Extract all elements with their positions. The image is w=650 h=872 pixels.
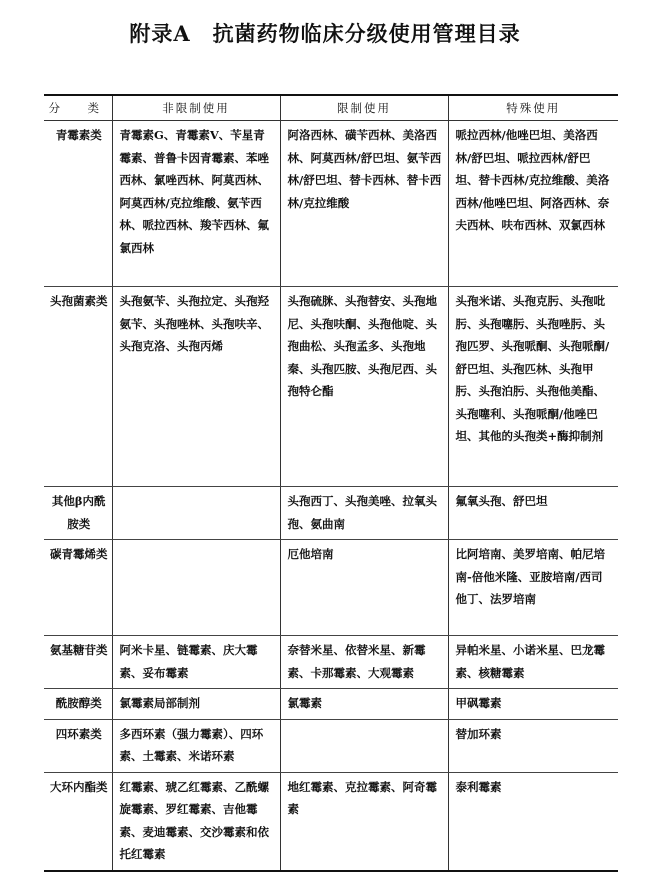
table-row-tetracyclines — [44, 719, 618, 772]
unrestricted-cell — [112, 487, 280, 540]
table-row-amphenicols — [44, 689, 618, 720]
antibiotic-classification-table — [44, 94, 618, 872]
unrestricted-cell: 青霉素G、青霉素V、苄星青霉素、普鲁卡因青霉素、苯唑西林、氯唑西林、阿莫西林、阿莫西林/克拉维酸、氨苄西林、哌拉西林、羧苄西林、氟氯西林 — [112, 121, 280, 287]
special-cell: 泰利霉素 — [448, 772, 618, 871]
header-special: 特殊使用 — [448, 95, 618, 121]
special-cell: 比阿培南、美罗培南、帕尼培南-倍他米隆、亚胺培南/西司他丁、法罗培南 — [448, 540, 618, 636]
special-cell: 甲砜霉素 — [448, 689, 618, 720]
category-cell: 氨基糖苷类 — [44, 636, 112, 689]
category-cell: 四环素类 — [44, 719, 112, 772]
category-cell: 酰胺醇类 — [44, 689, 112, 720]
restricted-cell: 阿洛西林、磺苄西林、美洛西林、阿莫西林/舒巴坦、氨苄西林/舒巴坦、替卡西林、替卡西林/克拉维酸 — [280, 121, 448, 287]
restricted-cell: 头孢西丁、头孢美唑、拉氧头孢、氨曲南 — [280, 487, 448, 540]
restricted-cell: 头孢硫脒、头孢替安、头孢地尼、头孢呋酮、头孢他啶、头孢曲松、头孢孟多、头孢地秦、头孢匹胺、头孢尼西、头孢特仑酯 — [280, 287, 448, 487]
table-row-aminoglycosides — [44, 636, 618, 689]
restricted-cell: 厄他培南 — [280, 540, 448, 636]
category-cell: 大环内酯类 — [44, 772, 112, 871]
table-row-other-beta-lactams — [44, 487, 618, 540]
restricted-cell: 奈替米星、依替米星、新霉素、卡那霉素、大观霉素 — [280, 636, 448, 689]
category-cell: 其他β内酰胺类 — [44, 487, 112, 540]
unrestricted-cell — [112, 540, 280, 636]
table-row-macrolides — [44, 772, 618, 871]
unrestricted-cell: 多西环素（强力霉素）、四环素、土霉素、米诺环素 — [112, 719, 280, 772]
special-cell: 异帕米星、小诺米星、巴龙霉素、核糖霉素 — [448, 636, 618, 689]
table-row-cephalosporins — [44, 287, 618, 487]
special-cell: 头孢米诺、头孢克肟、头孢吡肟、头孢噻肟、头孢唑肟、头孢匹罗、头孢哌酮、头孢哌酮/舒巴坦、头孢匹林、头孢甲肟、头孢泊肟、头孢他美酯、头孢噻利、头孢哌酮/他唑巴坦、其他的头孢类+酶抑制剂 — [448, 287, 618, 487]
unrestricted-cell: 氯霉素局部制剂 — [112, 689, 280, 720]
category-cell: 头孢菌素类 — [44, 287, 112, 487]
table-row-carbapenems — [44, 540, 618, 636]
unrestricted-cell: 阿米卡星、链霉素、庆大霉素、妥布霉素 — [112, 636, 280, 689]
page-title: 附录A 抗菌药物临床分级使用管理目录 — [129, 21, 521, 46]
special-cell: 哌拉西林/他唑巴坦、美洛西林/舒巴坦、哌拉西林/舒巴坦、替卡西林/克拉维酸、美洛西林/他唑巴坦、阿洛西林、奈夫西林、呋布西林、双氯西林 — [448, 121, 618, 287]
restricted-cell: 氯霉素 — [280, 689, 448, 720]
category-cell: 青霉素类 — [44, 121, 112, 287]
special-cell: 替加环素 — [448, 719, 618, 772]
header-unrestricted: 非限制使用 — [112, 95, 280, 121]
restricted-cell: 地红霉素、克拉霉素、阿奇霉素 — [280, 772, 448, 871]
unrestricted-cell: 头孢氨苄、头孢拉定、头孢羟氨苄、头孢唑林、头孢呋辛、头孢克洛、头孢丙烯 — [112, 287, 280, 487]
table-row-penicillins — [44, 121, 618, 287]
restricted-cell — [280, 719, 448, 772]
unrestricted-cell: 红霉素、琥乙红霉素、乙酰螺旋霉素、罗红霉素、吉他霉素、麦迪霉素、交沙霉素和依托红霉素 — [112, 772, 280, 871]
header-category: 分 类 — [44, 95, 112, 121]
special-cell: 氟氧头孢、舒巴坦 — [448, 487, 618, 540]
header-restricted: 限制使用 — [280, 95, 448, 121]
table-header-row — [44, 95, 618, 121]
category-cell: 碳青霉烯类 — [44, 540, 112, 636]
